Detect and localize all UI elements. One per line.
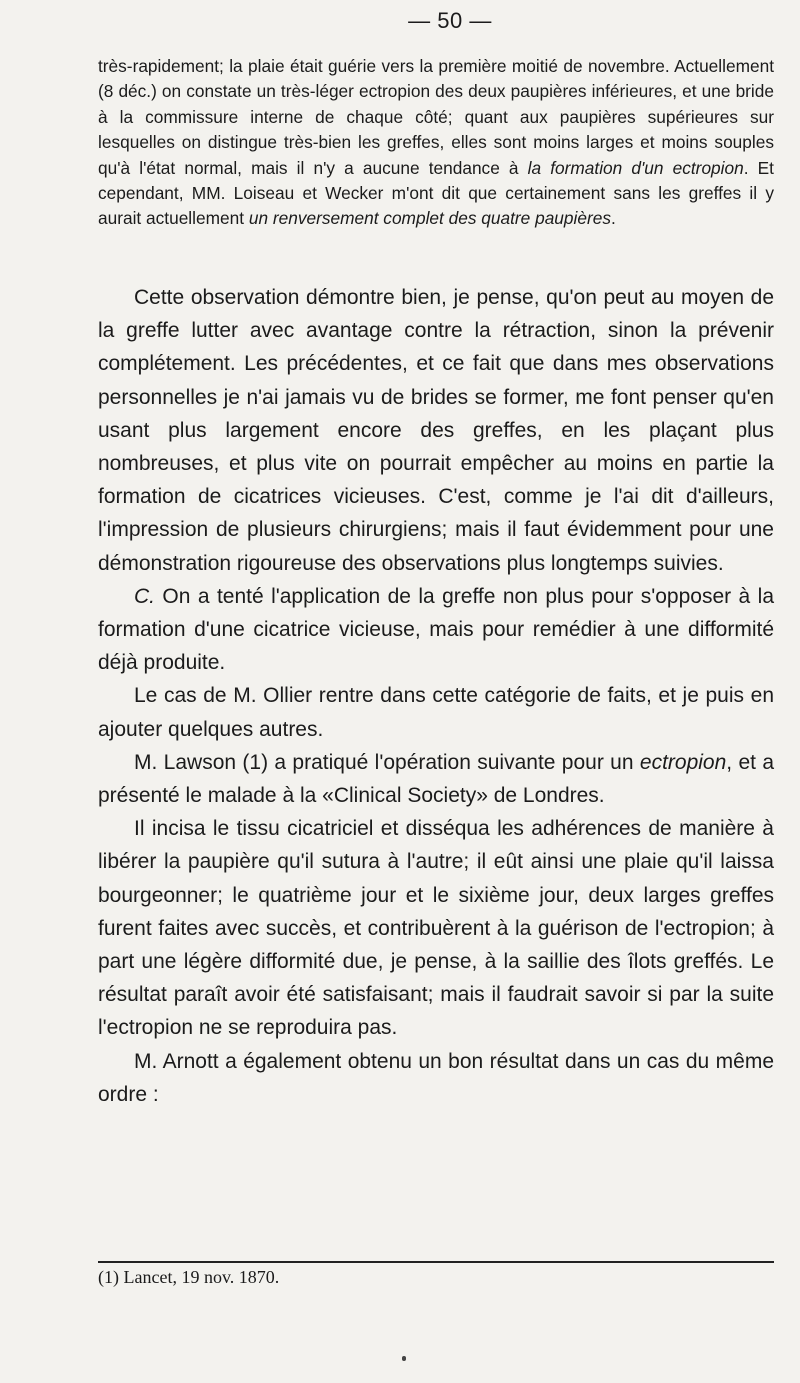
paragraph-arnott: M. Arnott a également obtenu un bon résultat dans un cas du même ordre : (98, 1049, 774, 1106)
paragraph-section-c: C. On a tenté l'application de la greffe non plus pour s'opposer à la formation d'une cicatrice vicieuse, mais pour remédier à une difformité déjà produite. (98, 584, 774, 675)
italic-phrase: la formation d'un ectropion (527, 157, 744, 178)
case-conclusion-paragraph (98, 54, 774, 232)
main-text (98, 281, 774, 1111)
paragraph-observation: Cette observation démontre bien, je pense, qu'on peut au moyen de la greffe lutter avec avantage contre la rétraction, sinon la prévenir complétement. Les précédentes, et ce fait que dans mes observations personnelles je n'ai jamais vu de brides se former, me font penser qu'en usant plus largement encore des greffes, en les plaçant plus nombreuses, et plus vite on pourrait empêcher au moins en partie la formation de cicatrices vicieuses. C'est, comme je l'ai dit d'ailleurs, l'impression de plusieurs chirurgiens; mais il faut évidemment pour une démonstration rigoureuse des observations plus longtemps suivies. (98, 286, 774, 575)
case-conclusion-text: très-rapidement; la plaie était guérie vers la première moitié de novembre. Actuellement (8 déc.) on constate un très-léger ectropion des deux paupières inférieures, et une bride à la commissure interne de chaque côté; quant aux paupières supérieures sur lesquelles on distingue très-bien les greffes, elles sont moins larges et moins souples qu'à l'état normal, mais il n'y a aucune tendance à la formation d'un ectropion. Et cependant, MM. Loiseau et Wecker m'ont dit que certainement sans les greffes il y aurait actuellement un renversement complet des quatre paupières. (98, 56, 774, 229)
italic-term: ectropion (639, 750, 727, 774)
footnote: (1) Lancet, 19 nov. 1870. (98, 1267, 280, 1287)
section-label: C. (134, 584, 155, 608)
ink-speck (402, 1356, 406, 1361)
paragraph-ollier: Le cas de M. Ollier rentre dans cette catégorie de faits, et je puis en ajouter quelques autres. (98, 684, 774, 741)
page-number: — 50 — (408, 8, 492, 33)
italic-phrase: un renversement complet des quatre paupières (248, 208, 611, 229)
footnote-divider (98, 1261, 774, 1263)
paragraph-incision: Il incisa le tissu cicatriciel et disséqua les adhérences de manière à libérer la paupière qu'il sutura à l'autre; il eût ainsi une plaie qu'il laissa bourgeonner; le quatrième jour et le sixième jour, deux larges greffes furent faites avec succès, et contribuèrent à la guérison de l'ectropion; à part une légère difformité due, je pense, à la saillie des îlots greffés. Le résultat paraît avoir été satisfaisant; mais il faudrait savoir si par la suite l'ectropion ne se reproduira pas. (98, 817, 774, 1040)
paragraph-lawson: M. Lawson (1) a pratiqué l'opération suivante pour un ectropion, et a présenté le malade à la «Clinical Society» de Londres. (98, 750, 774, 808)
